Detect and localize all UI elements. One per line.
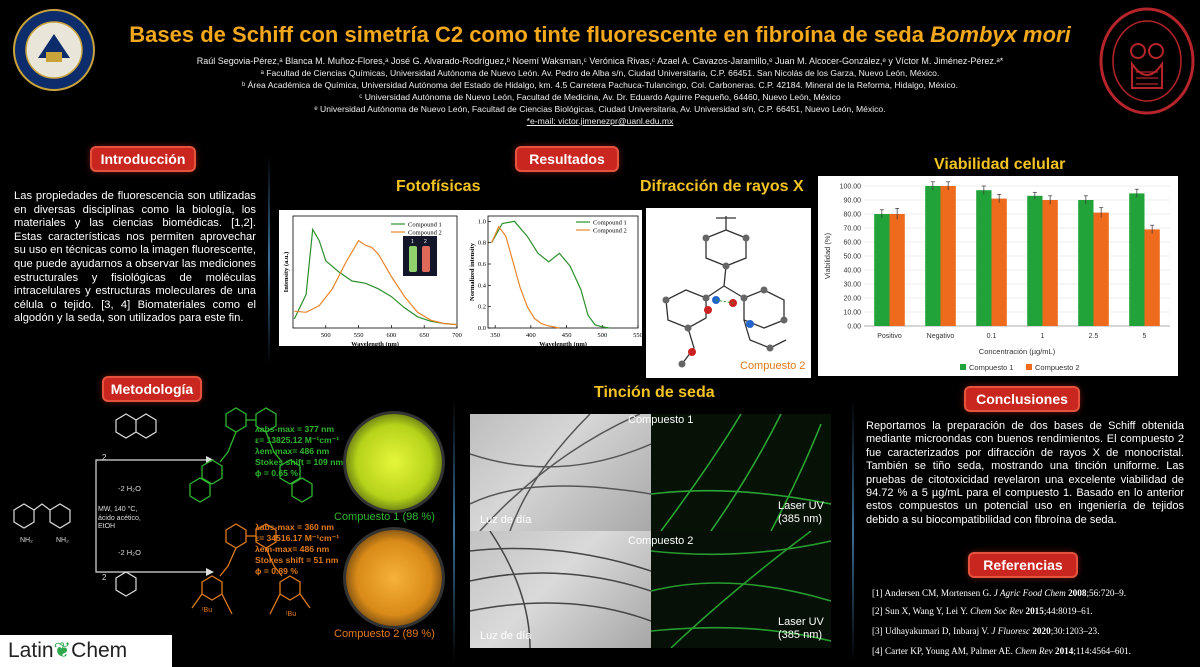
silk-daylight-label-2: Luz de día bbox=[480, 630, 532, 642]
divider-right bbox=[852, 398, 854, 663]
bar-Positivo-1 bbox=[874, 214, 889, 326]
svg-text:NH₂: NH₂ bbox=[56, 537, 69, 544]
series-line-2 bbox=[492, 227, 560, 328]
laser-label-1: Laser UV bbox=[778, 500, 824, 512]
x-tick-label: 550 bbox=[353, 332, 364, 339]
bar-Negativo-2 bbox=[941, 186, 956, 326]
logo-part-chem: Chem bbox=[71, 639, 128, 662]
c2-quantum-yield: ϕ = 0.89 % bbox=[255, 566, 298, 576]
legend-label-1: Compuesto 1 bbox=[969, 363, 1014, 372]
bar-1-2 bbox=[1043, 200, 1058, 326]
results-heading: Resultados bbox=[517, 148, 617, 170]
contact-email: *e-mail: victor.jimenezpr@uanl.edu.mx bbox=[526, 116, 674, 126]
legend-label-2: Compound 2 bbox=[408, 229, 442, 237]
y-tick-label: 0.00 bbox=[847, 323, 861, 331]
x-tick-label: 1 bbox=[1040, 333, 1045, 340]
vial-label-1: 1 bbox=[411, 239, 414, 245]
bar-0.1-1 bbox=[976, 190, 991, 326]
x-tick-label: 550 bbox=[633, 332, 642, 339]
c2-epsilon: ε= 34516.17 M⁻¹cm⁻¹ bbox=[255, 533, 340, 543]
reaction-conditions: MW, 140 °C, ácido acético, EtOH bbox=[98, 506, 141, 530]
x-tick-label: 2.5 bbox=[1088, 333, 1099, 340]
y-tick-label: 60.00 bbox=[843, 239, 861, 247]
svg-text:2: 2 bbox=[102, 453, 107, 462]
author-list: Raúl Segovia-Pérez,ᵃ Blanca M. Muñoz-Flores,ᵃ José G. Alvarado-Rodríguez,ᵇ Noemí Waksman,ᶜ Verónica Rivas,ᶜ Azael A. Cavazos-Jaramillo,ᵉ Juan M. Alcocer-González,ᵉ y Víctor M. Jiménez-Pérez.ᵃ* bbox=[196, 56, 1004, 66]
laser-label-2: Laser UV bbox=[778, 616, 824, 628]
legend-label-1: Compound 1 bbox=[593, 219, 627, 227]
conclusions-text: Reportamos la preparación de dos bases de Schiff obtenida mediante microondas con buenos rendimientos. El compuesto 2 fue caracterizados por difracción de rayos X de monocristal. También se tiño seda, mostrando una tinción uniforme. Las pruebas de citotoxicidad revelaron una excelente viabilidad de 94.72 % a 5 µg/mL para el compuesto 1. Basado en lo anterior estos compuestos un potencial uso en ingeniería de tejidos debido a su biocompatibilidad con fibroína de seda. bbox=[866, 420, 1184, 526]
x-tick-label: Positivo bbox=[877, 333, 902, 340]
silk-subtitle: Tinción de seda bbox=[594, 384, 715, 401]
c1-abs-max: λabs-max = 377 nm bbox=[255, 424, 335, 434]
bar-5-1 bbox=[1129, 193, 1144, 326]
c1-stokes: Stokes shift = 109 nm bbox=[255, 457, 344, 467]
poster-title: Bases de Schiff con simetría C2 como tinte fluorescente en fibroína de seda Bombyx mori bbox=[129, 22, 1071, 47]
y-tick-label: 0.2 bbox=[477, 303, 486, 311]
y-tick-label: 20.00 bbox=[843, 295, 861, 303]
compound1-powder-photo bbox=[346, 414, 442, 510]
silk-compound1-label: Compuesto 1 bbox=[628, 414, 694, 426]
xray-caption: Compuesto 2 bbox=[740, 360, 806, 372]
bar-2.5-2 bbox=[1094, 213, 1109, 326]
svg-text:2: 2 bbox=[102, 573, 107, 582]
reference-4: [4] Carter KP, Young AM, Palmer AE. Chem Rev 2014;114:4564–601. bbox=[872, 646, 1131, 656]
silk-compound2-label: Compuesto 2 bbox=[628, 535, 694, 547]
x-tick-label: 650 bbox=[419, 332, 430, 339]
c2-abs-max: λabs-max = 360 nm bbox=[255, 522, 335, 532]
right-university-seal bbox=[1098, 6, 1196, 116]
y-axis-label: Normalized intensity bbox=[469, 243, 476, 301]
c2-em-max: λem-max= 486 nm bbox=[255, 544, 330, 554]
legend-label-1: Compound 1 bbox=[408, 221, 442, 229]
xray-structure-panel bbox=[646, 208, 811, 378]
conclusions-heading: Conclusiones bbox=[966, 388, 1078, 410]
left-university-seal bbox=[12, 8, 96, 92]
silk-daylight-label-1: Luz de día bbox=[480, 514, 532, 526]
y-axis-label: Viabilidad (%) bbox=[823, 232, 832, 280]
photophysics-subtitle: Fotofísicas bbox=[396, 178, 481, 195]
affiliation-e: ᵉ Universidad Autónoma de Nuevo León, Facultad de Ciencias Biológicas, Ciudad Universitaria, Av. Universidad s/n, C.P. 66451, Nuevo León, México. bbox=[314, 104, 886, 114]
y-tick-label: 50.00 bbox=[843, 253, 861, 261]
x-axis-label: Wavelength (nm) bbox=[539, 341, 587, 346]
affiliation-a: ᵃ Facultad de Ciencias Químicas, Universidad Autónoma de Nuevo León. Av. Pedro de Alba s/n, Ciudad Universitaria, C.P. 66451. San Nicolás de los Garza, Nuevo León, México. bbox=[260, 68, 940, 78]
logo-leaf-icon: ❦ bbox=[53, 639, 72, 662]
y-tick-label: 100.00 bbox=[839, 183, 861, 191]
viability-chart bbox=[818, 176, 1178, 376]
x-tick-label: 600 bbox=[386, 332, 397, 339]
reference-3: [3] Udhayakumari D, Inbaraj V. J Fluoresc 2020;30:1203–23. bbox=[872, 626, 1100, 636]
viability-chart-panel bbox=[818, 176, 1178, 376]
ortep-structure-image bbox=[646, 208, 811, 378]
emission-plot-panel bbox=[279, 210, 462, 346]
reference-2: [2] Sun X, Wang Y, Lei Y. Chem Soc Rev 2015;44:8019–61. bbox=[872, 606, 1093, 616]
viability-subtitle: Viabilidad celular bbox=[934, 156, 1066, 173]
y-tick-label: 30.00 bbox=[843, 281, 861, 289]
divider-left bbox=[268, 155, 270, 365]
c2-stokes: Stokes shift = 51 nm bbox=[255, 555, 339, 565]
references-heading: Referencias bbox=[970, 554, 1076, 576]
c1-epsilon: ε= 13825.12 M⁻¹cm⁻¹ bbox=[255, 435, 340, 445]
c1-quantum-yield: ϕ = 0.65 % bbox=[255, 468, 298, 478]
bar-5-2 bbox=[1145, 229, 1160, 326]
y-tick-label: 0.4 bbox=[477, 282, 486, 290]
compound2-label: Compuesto 2 (89 %) bbox=[334, 628, 435, 640]
series-line-1 bbox=[492, 221, 610, 328]
x-tick-label: 500 bbox=[597, 332, 608, 339]
vial-label-2: 2 bbox=[424, 239, 427, 245]
x-tick-label: 350 bbox=[490, 332, 501, 339]
affiliation-c: ᶜ Universidad Autónoma de Nuevo León, Facultad de Medicina, Av. Dr. Eduardo Aguirre Pequeño, 64460, Nuevo León, México bbox=[359, 92, 841, 102]
absorption-chart bbox=[462, 210, 642, 346]
bar-1-1 bbox=[1027, 196, 1042, 326]
legend-swatch-1 bbox=[960, 364, 966, 370]
xray-subtitle: Difracción de rayos X bbox=[640, 178, 804, 195]
y-tick-label: 10.00 bbox=[843, 309, 861, 317]
x-axis-label: Concentración (µg/mL) bbox=[978, 347, 1056, 356]
intro-text: Las propiedades de fluorescencia son utilizadas en diversas disciplinas como la biología, los materiales y las ciencias biomédicas. [1,2]. Estas características nos permiten aprovechar su uso en técnicas como la imagen fluorescente, que puede ayudarnos a observar las mediciones estructurales y fisiológicas de moléculas intracelulares y estructuras moleculares de una célula o tejido. [3, 4] Biomateriales como el algodón y la seda, son utilizados para este fin. bbox=[14, 190, 256, 325]
y-tick-label: 90.00 bbox=[843, 197, 861, 205]
svg-text:ᵗBu: ᵗBu bbox=[202, 607, 213, 614]
bar-Negativo-1 bbox=[925, 186, 940, 326]
x-tick-label: 5 bbox=[1142, 333, 1147, 340]
y-axis-label: Intensity (a.u.) bbox=[283, 251, 290, 293]
y-tick-label: 1.0 bbox=[477, 218, 486, 226]
bar-2.5-1 bbox=[1078, 200, 1093, 326]
silk-laser-label-2 bbox=[778, 616, 824, 642]
arrow-water-bottom: -2 H₂O bbox=[118, 548, 141, 557]
divider-mid bbox=[453, 398, 455, 663]
laser-nm-1: (385 nm) bbox=[778, 513, 823, 525]
x-axis-label: Wavelength (nm) bbox=[351, 341, 399, 346]
arrow-water-top: -2 H₂O bbox=[118, 484, 141, 493]
absorption-plot-panel bbox=[462, 210, 642, 346]
y-tick-label: 80.00 bbox=[843, 211, 861, 219]
x-tick-label: 400 bbox=[525, 332, 536, 339]
x-tick-label: 700 bbox=[452, 332, 462, 339]
compound1-properties bbox=[255, 424, 345, 479]
compound1-label: Compuesto 1 (98 %) bbox=[334, 511, 435, 523]
latinchem-logo bbox=[0, 635, 172, 667]
bar-Positivo-2 bbox=[890, 214, 905, 326]
y-tick-label: 0.0 bbox=[477, 325, 486, 332]
x-tick-label: Negativo bbox=[926, 333, 955, 340]
c1-em-max: λem-max= 486 nm bbox=[255, 446, 330, 456]
method-heading: Metodología bbox=[104, 378, 200, 400]
compound2-properties bbox=[255, 522, 345, 577]
logo-part-latin: Latin bbox=[8, 639, 54, 662]
vial-1 bbox=[409, 246, 417, 272]
x-tick-label: 450 bbox=[561, 332, 572, 339]
x-tick-label: 500 bbox=[320, 332, 331, 339]
legend-label-2: Compuesto 2 bbox=[1035, 363, 1080, 372]
y-tick-label: 70.00 bbox=[843, 225, 861, 233]
vials-photo bbox=[403, 236, 437, 276]
compound2-powder-photo bbox=[346, 530, 442, 626]
laser-nm-2: (385 nm) bbox=[778, 629, 823, 641]
vial-2 bbox=[422, 246, 430, 272]
x-tick-label: 0.1 bbox=[986, 333, 997, 340]
reference-1: [1] Andersen CM, Mortensen G. J Agric Food Chem 2008;56:720–9. bbox=[872, 588, 1126, 598]
intro-heading: Introducción bbox=[92, 148, 194, 170]
svg-text:ᵗBu: ᵗBu bbox=[286, 611, 297, 618]
svg-text:NH₂: NH₂ bbox=[20, 537, 33, 544]
legend-label-2: Compound 2 bbox=[593, 227, 627, 235]
bar-0.1-2 bbox=[992, 199, 1007, 326]
y-tick-label: 40.00 bbox=[843, 267, 861, 275]
legend-swatch-2 bbox=[1026, 364, 1032, 370]
emission-chart bbox=[279, 210, 462, 346]
y-tick-label: 0.6 bbox=[477, 261, 486, 268]
y-tick-label: 0.8 bbox=[477, 239, 486, 247]
affiliation-b: ᵇ Área Académica de Química, Universidad Autónoma del Estado de Hidalgo, km. 4.5 Carretera Pachuca-Tulancingo, Col. Carboneras. C.P. 42184. Mineral de la Reforma, Hidalgo, México. bbox=[242, 80, 958, 90]
silk-laser-label-1 bbox=[778, 500, 824, 526]
